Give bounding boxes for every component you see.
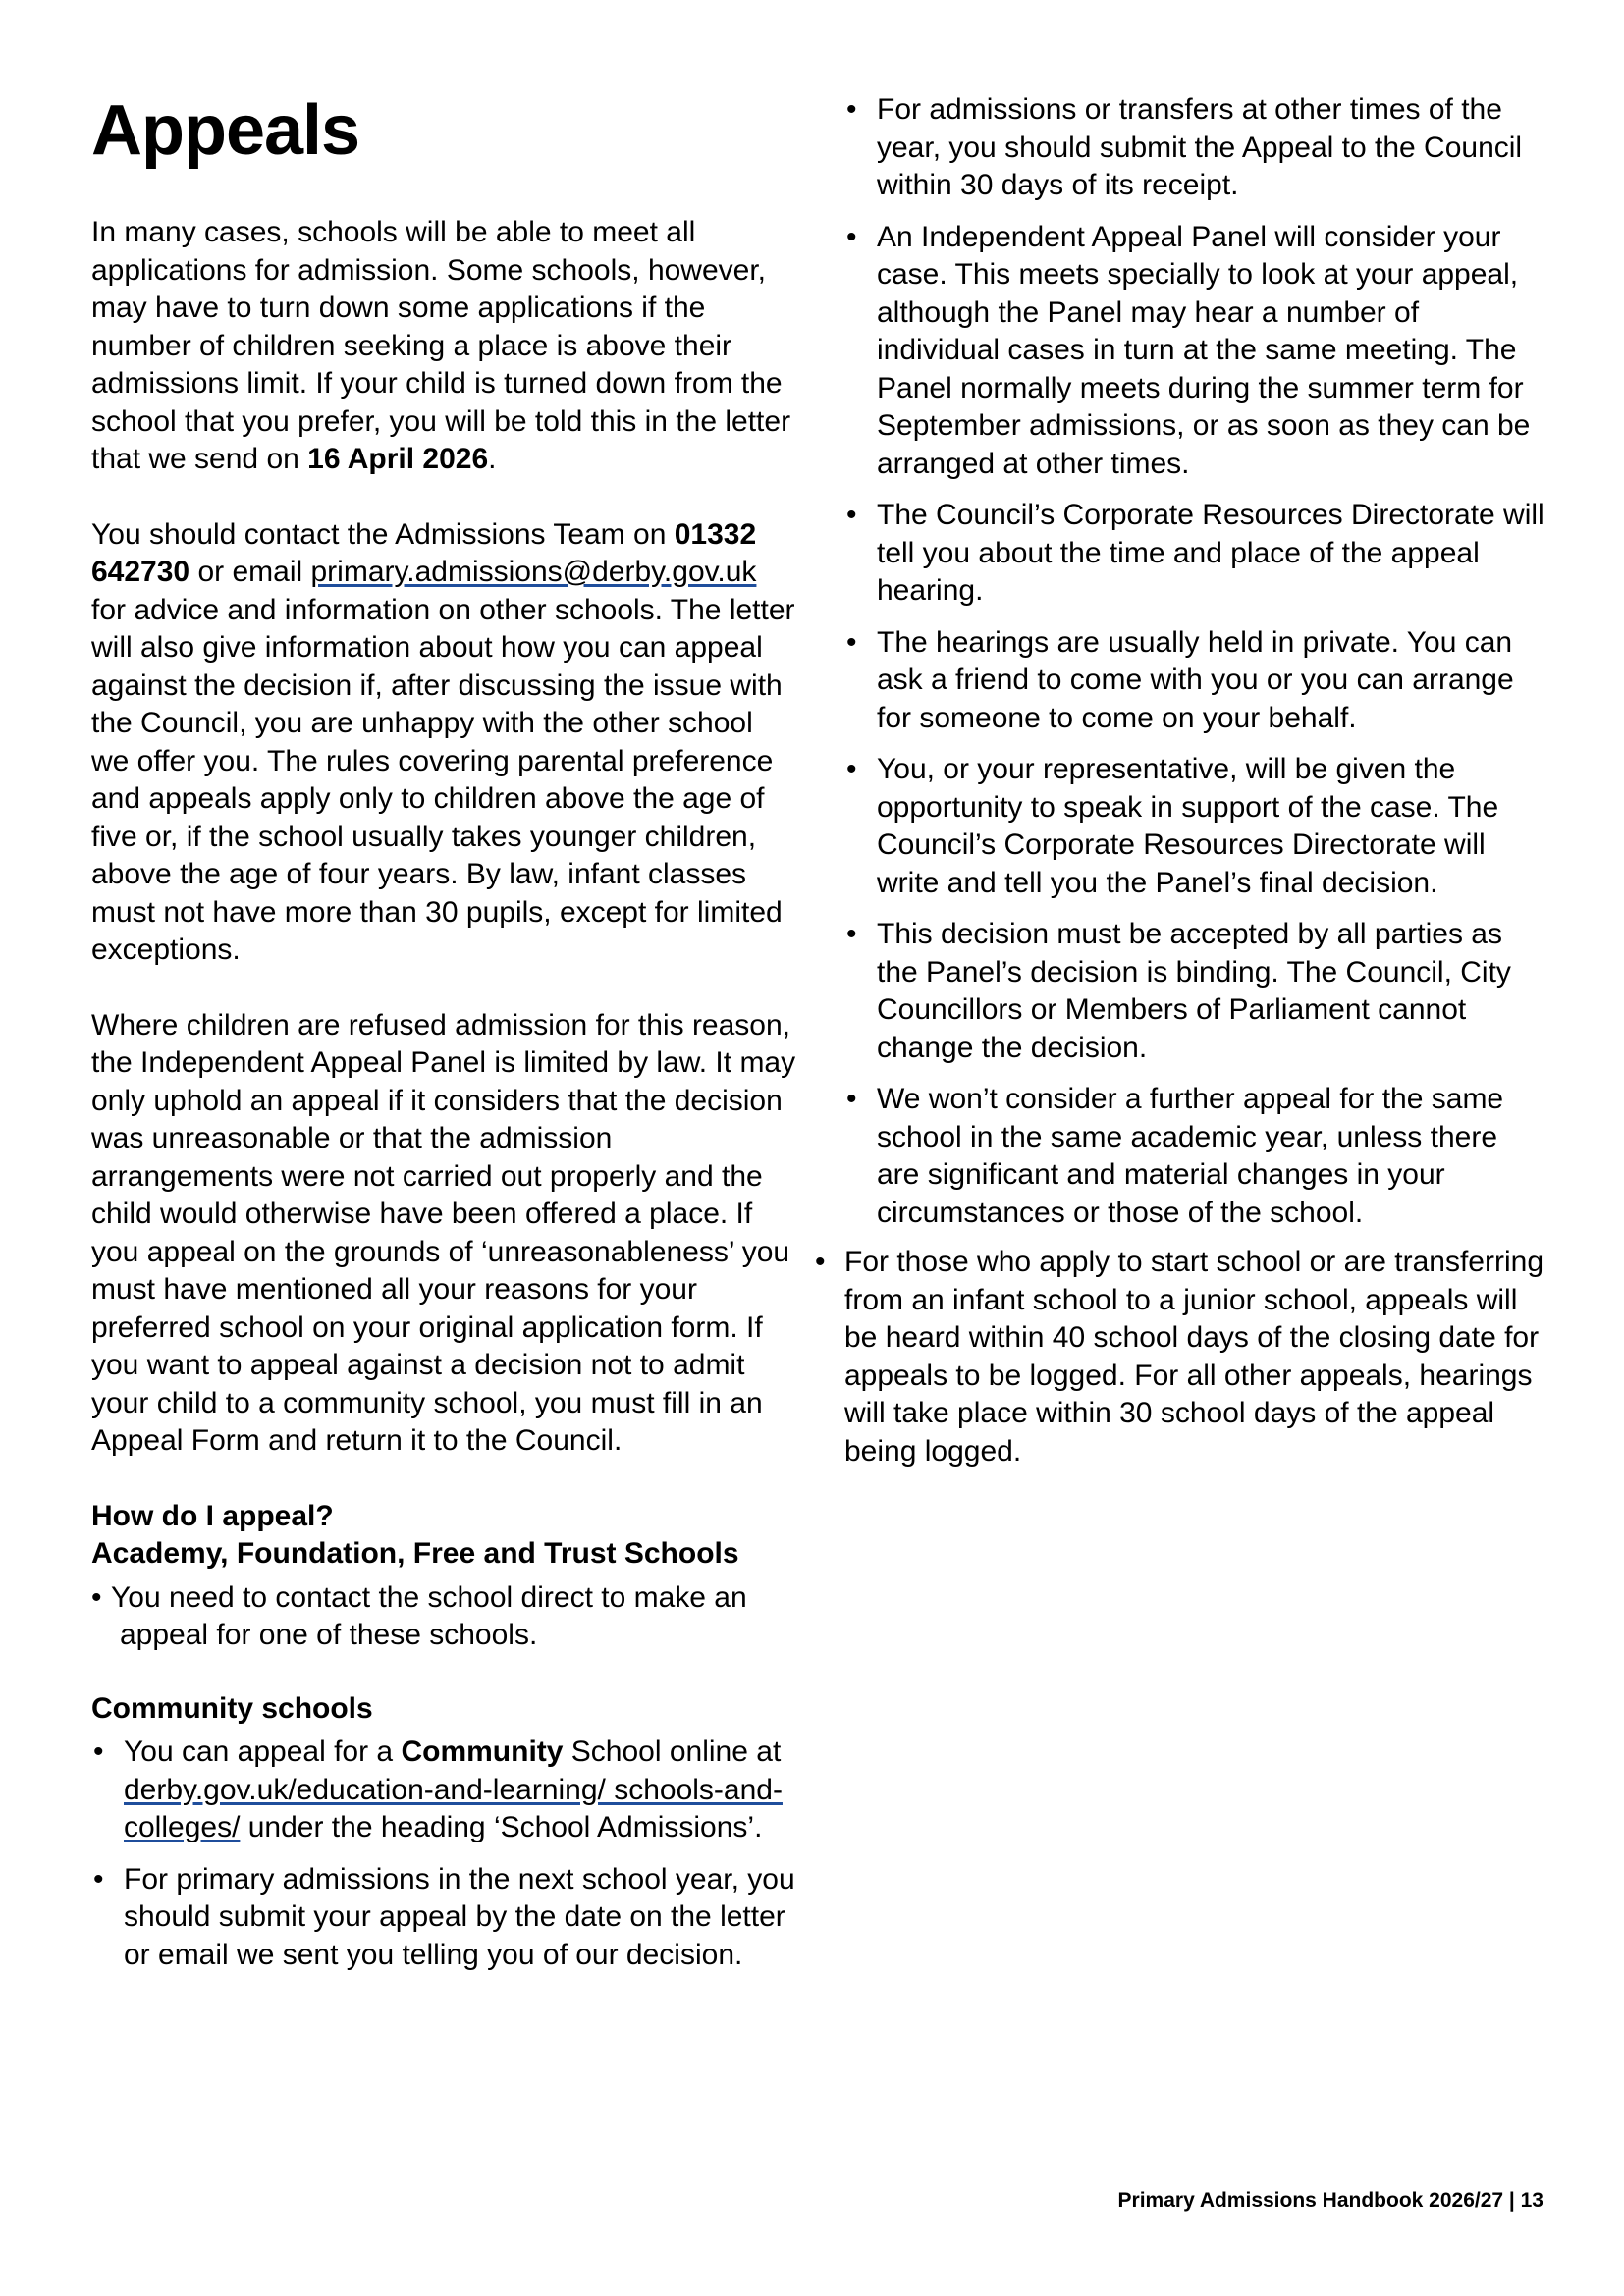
community-heading: Community schools <box>91 1691 373 1725</box>
community-item1-b: School online at <box>563 1735 782 1768</box>
academy-heading: Academy, Foundation, Free and Trust Schools <box>91 1537 739 1570</box>
contact-text-a: You should contact the Admissions Team on <box>91 517 675 551</box>
contact-text-b: or email <box>189 556 311 588</box>
list-item: • An Independent Appeal Panel will consider your case. This meets specially to look at your appeal, although the Panel may hear a number of individual cases in turn at the same meeting. The Panel normally meets during the summer term for September admissions, or as soon as they can be arranged at other times. <box>844 219 1544 484</box>
list-item: • The hearings are usually held in private. You can ask a friend to come with you or you can arrange for someone to come on your behalf. <box>844 624 1544 738</box>
community-item1-c: under the heading ‘School Admissions’. <box>240 1811 763 1843</box>
list-item: • The Council’s Corporate Resources Directorate will tell you about the time and place of the appeal hearing. <box>844 497 1544 611</box>
right-column <box>813 91 1544 1484</box>
list-item: • For primary admissions in the next school year, you should submit your appeal by the date on the letter or email we sent you telling you of our decision. <box>91 1861 798 1975</box>
contact-paragraph <box>91 516 798 970</box>
phone-number: 01332 642730 <box>91 517 757 588</box>
appeal-online-link[interactable]: derby.gov.uk/education-and-learning/ schools-and-colleges/ <box>124 1773 783 1843</box>
academy-list <box>91 1579 798 1655</box>
academy-item: • You need to contact the school direct to make an appeal for one of these schools. <box>111 1580 747 1651</box>
list-item: • This decision must be accepted by all parties as the Panel’s decision is binding. The Council, City Councillors or Members of Parliament cannot change the decision. <box>844 916 1544 1067</box>
how-to-appeal-heading: How do I appeal? <box>91 1499 334 1532</box>
list-item <box>91 1734 798 1847</box>
page-title: Appeals <box>91 91 360 170</box>
page-footer: Primary Admissions Handbook 2026/27 | 13 <box>1117 2189 1543 2212</box>
list-item: • For those who apply to start school or are transferring from an infant school to a junior school, appeals will be heard within 40 school days of the closing date for appeals to be logged. For all other appeals, hearings will take place within 30 school days of the appeal being logged. <box>813 1244 1544 1470</box>
appeal-details-list <box>813 91 1544 1232</box>
letter-date: 16 April 2026 <box>307 443 489 475</box>
list-item: • We won’t consider a further appeal for the same school in the same academic year, unless there are significant and material changes in your circumstances or those of the school. <box>844 1081 1544 1232</box>
left-column <box>91 86 798 1988</box>
hearing-timing-list <box>813 1244 1544 1470</box>
refusal-paragraph: Where children are refused admission for this reason, the Independent Appeal Panel is limited by law. It may only uphold an appeal if it considers that the decision was unreasonable or that the admission arrangements were not carried out properly and the child would otherwise have been offered a place. If you appeal on the grounds of ‘unreasonableness’ you must have mentioned all your reasons for your preferred school on your original application form. If you want to appeal against a decision not to admit your child to a community school, you must fill in an Appeal Form and return it to the Council. <box>91 1008 796 1457</box>
list-item: • For admissions or transfers at other times of the year, you should submit the Appeal to the Council within 30 days of its receipt. <box>844 91 1544 205</box>
spacer <box>91 1669 798 1690</box>
intro-text: In many cases, schools will be able to meet all applications for admission. Some schools, however, may have to turn down some applications if the number of children seeking a place is above their admissions limit. If your child is turned down from the school that you prefer, you will be told this in the letter that we send on <box>91 216 791 475</box>
intro-end: . <box>488 443 497 475</box>
list-item: • You, or your representative, will be given the opportunity to speak in support of the case. The Council’s Corporate Resources Directorate will write and tell you the Panel’s final decision. <box>844 751 1544 902</box>
community-list <box>91 1734 798 1974</box>
email-link[interactable]: primary.admissions@derby.gov.uk <box>310 556 757 588</box>
intro-paragraph <box>91 214 798 479</box>
list-item <box>91 1579 798 1655</box>
community-item1-a: You can appeal for a <box>124 1735 402 1768</box>
community-bold: Community <box>401 1735 564 1768</box>
contact-text-c: for advice and information on other schools. The letter will also give information about how you can appeal against the decision if, after discussing the issue with the Council, you are unhappy with the other school we offer you. The rules covering parental preference and appeals apply only to children above the age of five or, if the school usually takes younger children, above the age of four years. By law, infant classes must not have more than 30 pupils, except for limited exceptions. <box>91 593 795 966</box>
